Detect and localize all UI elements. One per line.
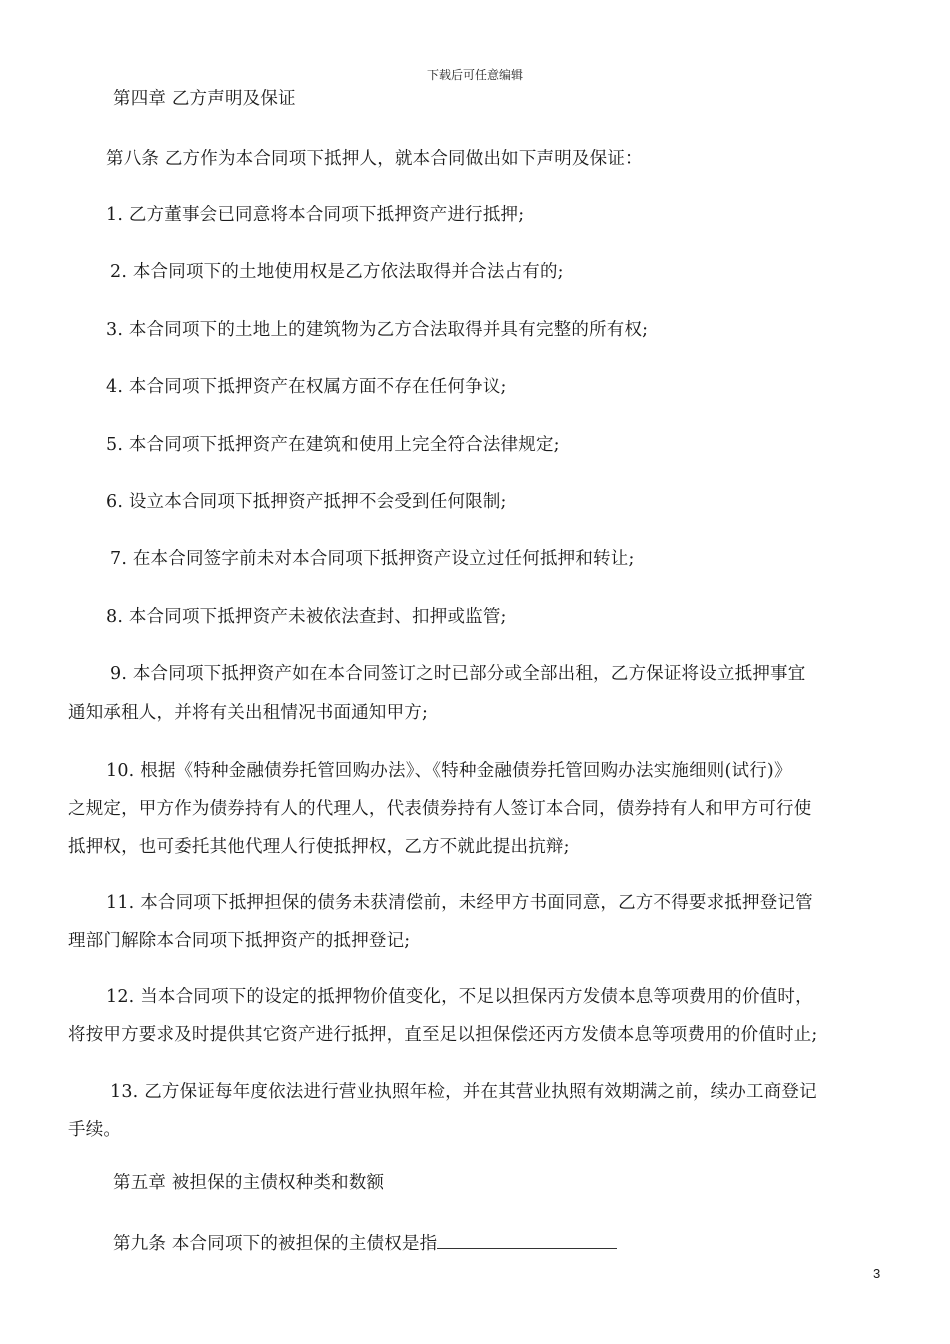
list-item: 11. 本合同项下抵押担保的债务未获清偿前，未经甲方书面同意，乙方不得要求抵押登记管 — [106, 893, 813, 913]
page-number: 3 — [873, 1266, 881, 1281]
header-note: 下载后可任意编辑 — [426, 68, 523, 82]
list-item-continuation: 抵押权，也可委托其他代理人行使抵押权，乙方不就此提出抗辩; — [68, 837, 570, 857]
list-item: 5. 本合同项下抵押资产在建筑和使用上完全符合法律规定; — [106, 435, 560, 455]
chapter-five-title: 第五章 被担保的主债权种类和数额 — [113, 1173, 385, 1193]
list-item: 4. 本合同项下抵押资产在权属方面不存在任何争议; — [106, 377, 507, 397]
list-item: 1. 乙方董事会已同意将本合同项下抵押资产进行抵押; — [106, 205, 525, 225]
chapter-four-title: 第四章 乙方声明及保证 — [113, 89, 296, 109]
list-item-continuation: 理部门解除本合同项下抵押资产的抵押登记; — [68, 931, 411, 951]
list-item: 9. 本合同项下抵押资产如在本合同签订之时已部分或全部出租，乙方保证将设立抵押事宜 — [110, 664, 806, 684]
fill-in-blank[interactable] — [437, 1232, 617, 1249]
list-item-continuation: 通知承租人，并将有关出租情况书面通知甲方; — [68, 703, 429, 723]
list-item: 2. 本合同项下的土地使用权是乙方依法取得并合法占有的; — [110, 262, 564, 282]
list-item: 7. 在本合同签字前未对本合同项下抵押资产设立过任何抵押和转让; — [110, 549, 635, 569]
list-item-continuation: 之规定，甲方作为债券持有人的代理人，代表债券持有人签订本合同，债券持有人和甲方可行使 — [68, 799, 812, 819]
article-nine — [113, 1230, 617, 1255]
list-item: 8. 本合同项下抵押资产未被依法查封、扣押或监管; — [106, 607, 507, 627]
list-item: 12. 当本合同项下的设定的抵押物价值变化，不足以担保丙方发债本息等项费用的价值时， — [106, 987, 813, 1007]
article-eight: 第八条 乙方作为本合同项下抵押人，就本合同做出如下声明及保证： — [106, 149, 643, 169]
list-item: 13. 乙方保证每年度依法进行营业执照年检，并在其营业执照有效期满之前，续办工商登记 — [110, 1082, 817, 1102]
article-nine-text: 第九条 本合同项下的被担保的主债权是指 — [113, 1234, 438, 1254]
list-item-continuation: 手续。 — [68, 1120, 122, 1140]
list-item: 6. 设立本合同项下抵押资产抵押不会受到任何限制; — [106, 492, 507, 512]
list-item: 10. 根据《特种金融债券托管回购办法》、《特种金融债券托管回购办法实施细则(试行)》 — [106, 761, 792, 781]
list-item: 3. 本合同项下的土地上的建筑物为乙方合法取得并具有完整的所有权; — [106, 320, 649, 340]
list-item-continuation: 将按甲方要求及时提供其它资产进行抵押，直至足以担保偿还丙方发债本息等项费用的价值时止; — [68, 1025, 818, 1045]
